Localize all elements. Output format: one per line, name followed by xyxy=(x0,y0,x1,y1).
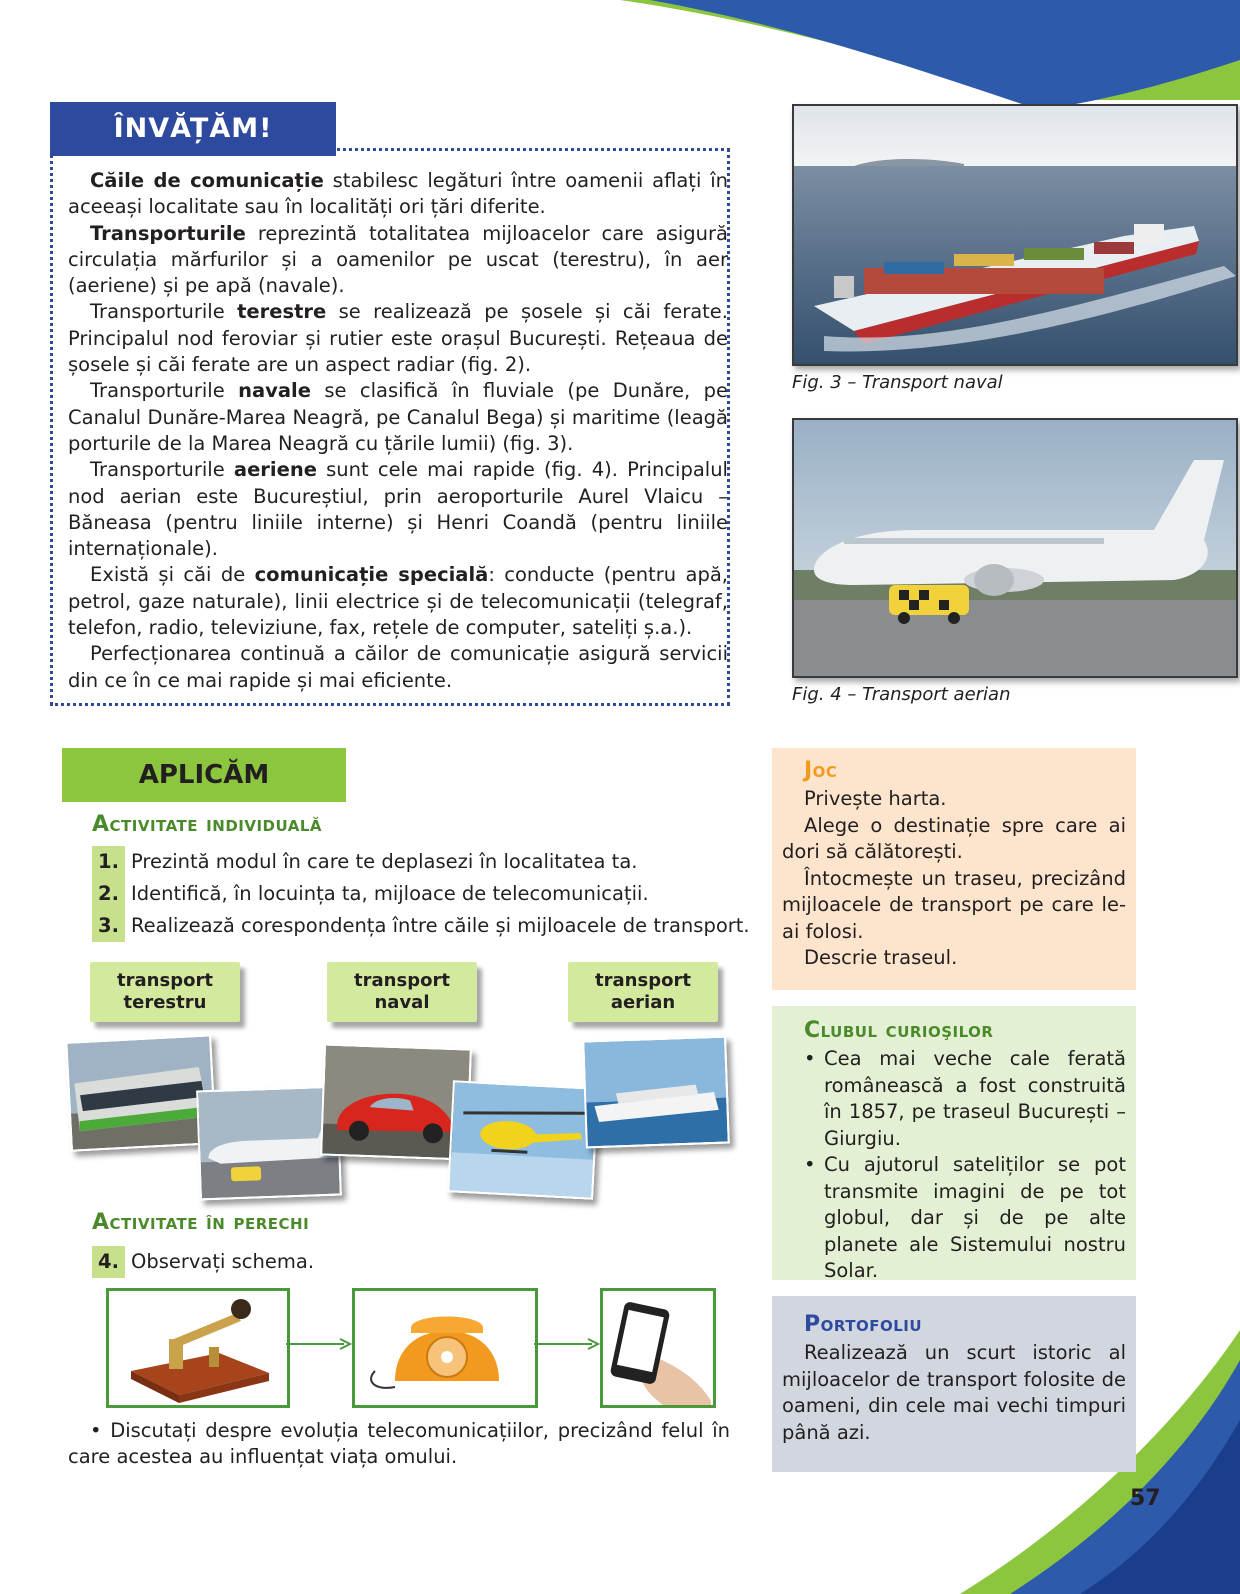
car-icon xyxy=(322,1046,470,1159)
term: terestre xyxy=(237,300,327,324)
learn-text xyxy=(68,168,728,694)
telegraph-icon xyxy=(109,1291,287,1405)
task-text: Identifică, în locuința ta, mijloace de telecomunicații. xyxy=(130,882,649,905)
task-item xyxy=(92,846,750,878)
task-text: Realizează corespondența între căile și mijloacele de transport. xyxy=(130,914,750,937)
joc-title: Joc xyxy=(804,758,838,783)
club-title: Clubul curioşilor xyxy=(804,1018,994,1043)
task-number: 4. xyxy=(92,1246,125,1278)
transport-aerian-button[interactable]: transport aerian xyxy=(568,962,718,1022)
portfolio-box xyxy=(772,1296,1136,1472)
task-list xyxy=(92,846,750,942)
arrow-icon xyxy=(286,1336,352,1352)
airplane-photo xyxy=(792,418,1238,678)
joc-line: Descrie traseul. xyxy=(804,946,958,969)
individual-activity-title: Activitate individuală xyxy=(92,812,322,837)
learn-paragraph-7: Perfecționarea continuă a căilor de comunicație asigură servicii din ce în ce mai rapide și mai eficiente. xyxy=(68,642,728,692)
club-box xyxy=(772,1006,1136,1280)
learn-paragraph-6 xyxy=(68,562,728,641)
fig3-caption: Fig. 3 – Transport naval xyxy=(792,372,1003,393)
smartphone-icon xyxy=(603,1291,713,1405)
helicopter-icon xyxy=(449,1082,596,1197)
joc-line: Alege o destinație spre care ai dori să călătorești. xyxy=(782,813,1126,863)
joc-line: Întocmește un traseu, precizând mijloacele de transport pe care le-ai folosi. xyxy=(782,866,1126,943)
apply-heading: APLICĂM xyxy=(138,760,270,790)
task-item-4 xyxy=(92,1246,314,1278)
rotary-phone-frame xyxy=(352,1288,538,1408)
club-item-text: Cea mai veche cale ferată românească a fost construită în 1857, pe traseul București – Giurgiu. xyxy=(824,1047,1126,1150)
arrow-icon xyxy=(534,1336,600,1352)
joc-line: Privește harta. xyxy=(804,787,947,810)
learn-heading: ÎNVĂȚĂM! xyxy=(113,113,273,144)
fig4-caption: Fig. 4 – Transport aerian xyxy=(792,684,1011,705)
joc-box xyxy=(772,748,1136,990)
task-number: 3. xyxy=(92,910,125,942)
transport-naval-button[interactable]: transport naval xyxy=(327,962,477,1022)
ship-photo xyxy=(792,104,1238,366)
paragraph-text: Există și căi de xyxy=(90,563,255,587)
discussion-text: • Discutați despre evoluția telecomunicațiilor, precizând felul în care acestea au influențat viața omului. xyxy=(68,1419,730,1468)
rotary-phone-icon xyxy=(355,1291,535,1405)
club-item xyxy=(804,1152,1126,1285)
page-number: 57 xyxy=(1130,1486,1161,1511)
smartphone-frame xyxy=(600,1288,716,1408)
term: navale xyxy=(238,379,311,403)
airplane-icon xyxy=(198,1088,340,1199)
task-number: 2. xyxy=(92,878,125,910)
club-item xyxy=(804,1046,1126,1152)
term: comunicație specială xyxy=(254,563,489,587)
term: Transporturile xyxy=(90,221,246,245)
learn-paragraph-4 xyxy=(68,378,728,457)
paragraph-text: : conducte (pentru apă, petrol, gaze naturale), linii electrice și de telecomunicații (telegraf, telefon, radio, televiziune, fax, rețele de computer, sateliți ș.a.). xyxy=(68,563,728,640)
telegraph-frame xyxy=(106,1288,290,1408)
ship-illustration xyxy=(794,106,1236,364)
portfolio-text: Realizează un scurt istoric al mijloacelor de transport folosite de oameni, din cele mai vechi timpuri până azi. xyxy=(782,1341,1126,1444)
task-item xyxy=(92,910,750,942)
transport-terestru-button[interactable]: transport terestru xyxy=(90,962,240,1022)
cruise-ship-icon xyxy=(584,1038,728,1147)
club-item-text: Cu ajutorul sateliților se pot transmite imagini de pe tot globul, dar și de pe alte planete ale Sistemului nostru Solar. xyxy=(824,1153,1126,1282)
task-item xyxy=(92,878,750,910)
bullet: • xyxy=(804,1153,816,1176)
paragraph-text: stabilesc legături între oamenii aflați în aceeași localitate sau în localități ori țări diferite. xyxy=(68,169,728,219)
task-text: Prezintă modul în care te deplasezi în localitatea ta. xyxy=(130,850,638,873)
helicopter-thumbnail[interactable] xyxy=(447,1080,599,1199)
term: Căile de comunicație xyxy=(90,169,324,192)
paragraph-text: Transporturile xyxy=(90,300,238,324)
airplane-illustration xyxy=(794,420,1236,676)
cruise-ship-thumbnail[interactable] xyxy=(582,1036,730,1149)
term: aeriene xyxy=(233,458,317,482)
paragraph-text: reprezintă totalitatea mijloacelor care asigură circulația mărfurilor și a oamenilor pe uscat (terestru), în aer (aeriene) și pe apă (navale). xyxy=(68,221,728,298)
tram-thumbnail[interactable] xyxy=(65,1034,217,1151)
task-text: Observați schema. xyxy=(130,1250,315,1273)
bullet: • xyxy=(804,1047,816,1070)
task-number: 1. xyxy=(92,846,125,878)
pairs-activity-title: Activitate în perechi xyxy=(92,1210,310,1235)
learn-paragraph-3 xyxy=(68,299,728,378)
paragraph-text: Transporturile xyxy=(90,379,239,403)
portfolio-title: Portofoliu xyxy=(804,1312,923,1337)
paragraph-text: se realizează pe șosele și căi ferate. Principalul nod feroviar și rutier este orașul București. Rețeaua de șosele și căi ferate are un aspect radiar (fig. 2). xyxy=(68,300,728,377)
paragraph-text: sunt cele mai rapide (fig. 4). Principalul nod aerian este Bucureștiul, prin aeroporturile Aurel Vlaicu – Băneasa (pentru liniile interne) și Henri Coandă (pentru liniile internaționale). xyxy=(68,458,728,561)
learn-paragraph-1 xyxy=(68,168,728,221)
learn-paragraph-2 xyxy=(68,221,728,300)
paragraph-text: se clasifică în fluviale (pe Dunăre, pe Canalul Dunăre-Marea Neagră, pe Canalul Bega) și maritime (leagă porturile de la Marea Neagră cu țările lumii) (fig. 3). xyxy=(68,379,728,455)
paragraph-text: Transporturile xyxy=(90,458,234,482)
tram-icon xyxy=(67,1036,214,1149)
learn-paragraph-5 xyxy=(68,457,728,562)
